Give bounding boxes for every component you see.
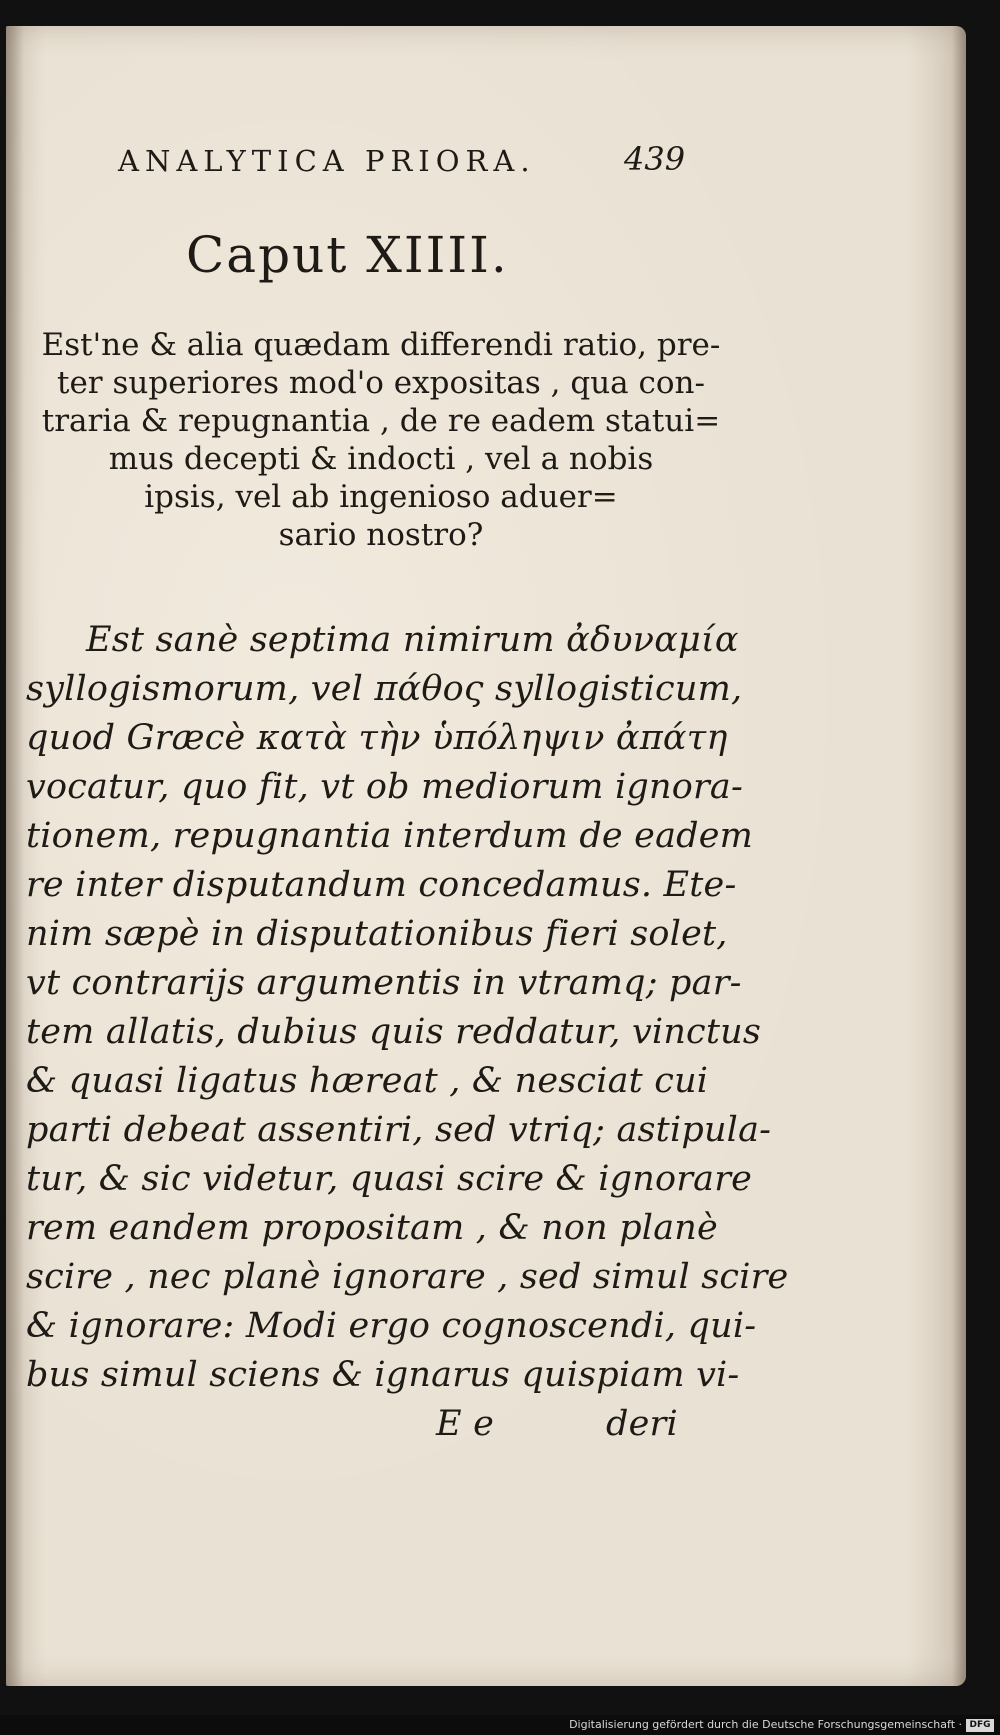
- catchword-line: [26, 1400, 676, 1449]
- body-line: vt contrarijs argumentis in vtramq; par-: [26, 963, 742, 1003]
- dfg-logo: DFG: [966, 1719, 994, 1732]
- body-line: rem eandem propositam , & non planè: [26, 1208, 718, 1248]
- book-page: [6, 26, 966, 1686]
- signature-mark: E e: [436, 1404, 494, 1444]
- body-line: vocatur, quo fit, vt ob mediorum ignora-: [26, 767, 744, 807]
- body-line: nim sæpè in disputationibus fieri solet,: [26, 914, 728, 954]
- chapter-title: Caput XIIII.: [186, 226, 509, 284]
- page-edge-shadow: [952, 26, 966, 1686]
- summary-line: sario nostro?: [278, 517, 484, 553]
- footer-bar: [0, 1715, 1000, 1735]
- body-line: & ignorare: Modi ergo cognoscendi, qui-: [26, 1306, 757, 1346]
- body-line: quod Græcè κατὰ τὴν ὑπόληψιν ἀπάτη: [26, 718, 728, 758]
- running-head-text: ANALYTICA PRIORA.: [118, 144, 536, 178]
- chapter-summary: [36, 326, 726, 554]
- page-number: 439: [624, 140, 686, 178]
- page-spine-shadow: [6, 26, 24, 1686]
- summary-line: ter superiores mod'o expositas , qua con-: [57, 365, 705, 401]
- catchword: deri: [606, 1404, 678, 1444]
- body-line: tem allatis, dubius quis reddatur, vinctus: [26, 1012, 762, 1052]
- body-text: [26, 616, 789, 1449]
- body-line: syllogismorum, vel πάθος syllogisticum,: [26, 669, 743, 709]
- body-line: tionem, repugnantia interdum de eadem: [26, 816, 754, 856]
- body-line: re inter disputandum concedamus. Ete-: [26, 865, 737, 905]
- body-line: bus simul sciens & ignarus quispiam vi-: [26, 1355, 740, 1395]
- body-line: tur, & sic videtur, quasi scire & ignorare: [26, 1159, 753, 1199]
- summary-line: traria & repugnantia , de re eadem statui=: [41, 403, 721, 439]
- body-line: Est sanè septima nimirum ἀδυναμία: [86, 620, 739, 660]
- summary-line: mus decepti & indocti , vel a nobis: [108, 441, 654, 477]
- body-line: & quasi ligatus hæreat , & nesciat cui: [26, 1061, 709, 1101]
- body-line: parti debeat assentiri, sed vtriq; astipula-: [26, 1110, 772, 1150]
- summary-line: ipsis, vel ab ingenioso aduer=: [144, 479, 618, 515]
- body-line: scire , nec planè ignorare , sed simul scire: [26, 1257, 789, 1297]
- summary-line: Est'ne & alia quædam differendi ratio, pre-: [41, 327, 721, 363]
- funding-credit: Digitalisierung gefördert durch die Deutsche Forschungsgemeinschaft ·: [569, 1718, 962, 1731]
